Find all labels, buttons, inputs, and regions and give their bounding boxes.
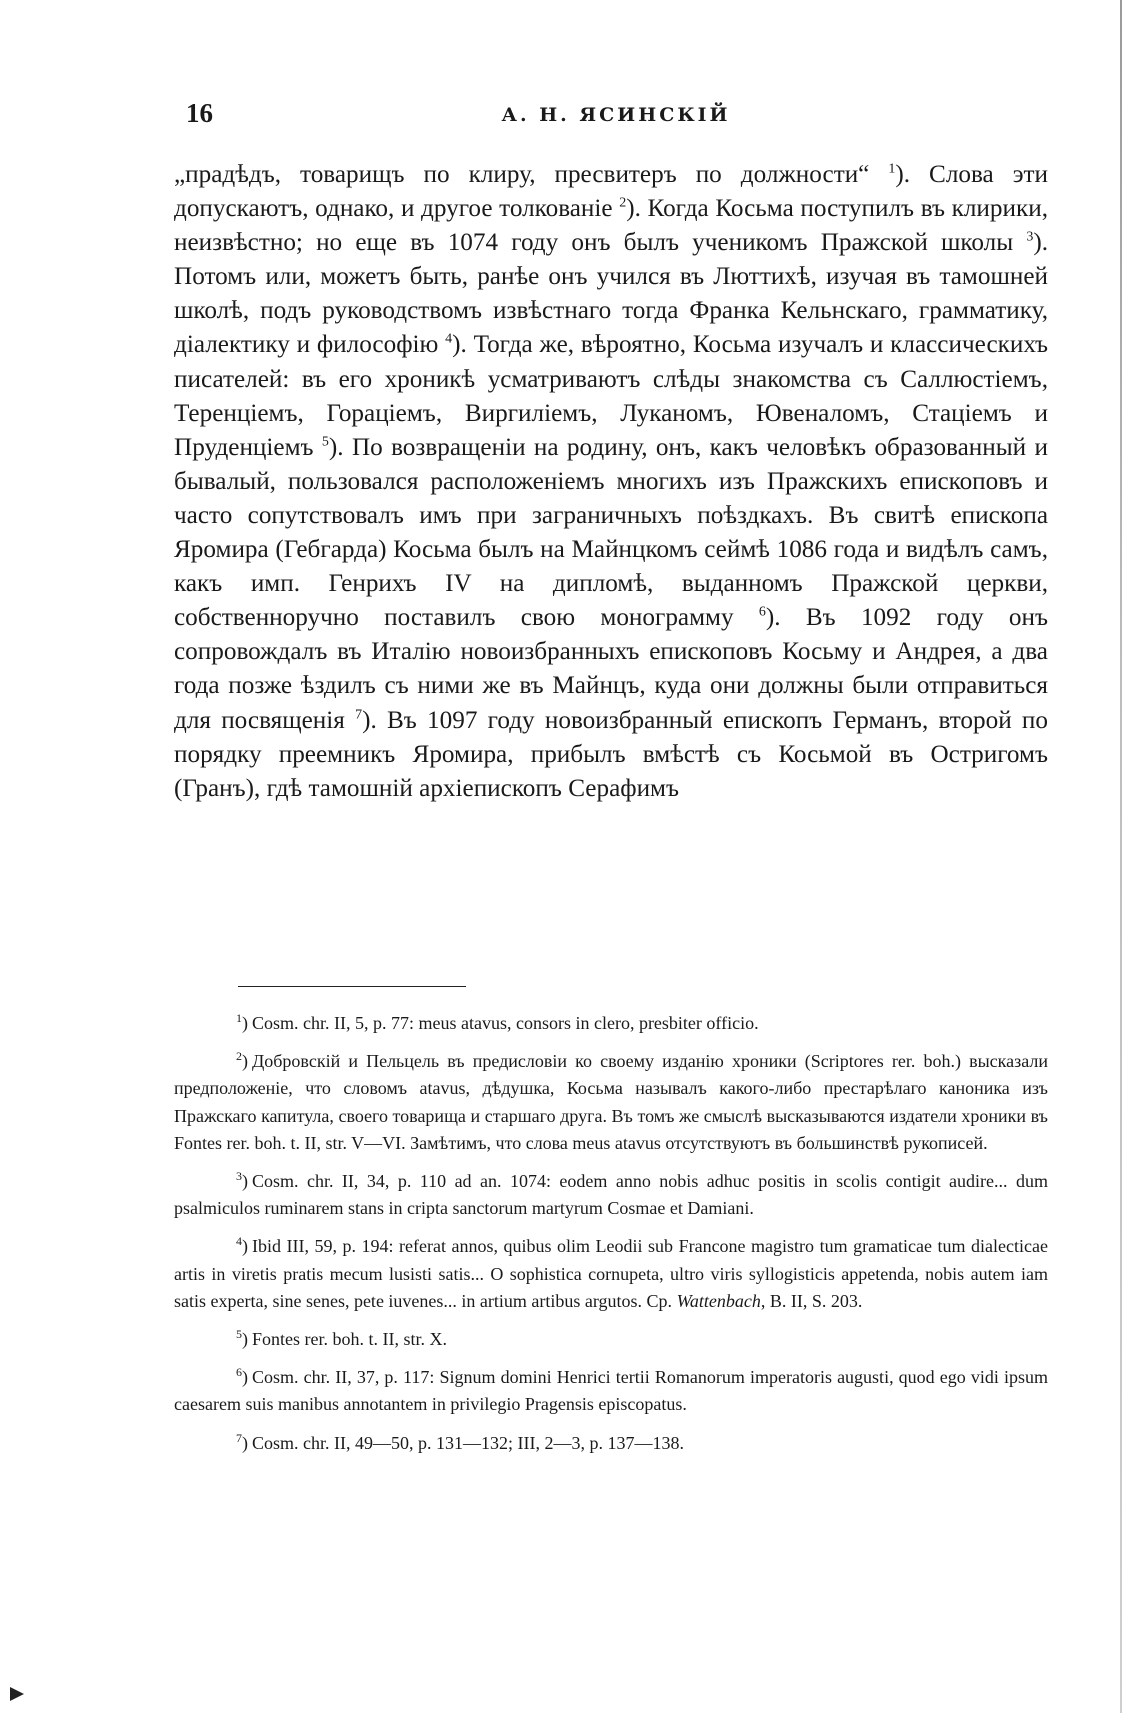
footnote-bracket: ): [242, 1171, 248, 1192]
footnote-reference[interactable]: 2: [619, 195, 627, 211]
footnote: [174, 1430, 1048, 1457]
body-text-run: „прадѣдъ, товарищъ по клиру, пресвитеръ по должности“: [174, 161, 889, 188]
footnote-bracket: ): [242, 1432, 248, 1453]
footnote-number: 5: [236, 1327, 242, 1342]
body-text-run: ). Когда Косьма поступилъ въ клирики, неизвѣстно; но еще въ 1074 году онъ былъ ученикомъ Пражской школы: [174, 195, 1048, 257]
footnote: [174, 1048, 1048, 1157]
footnote-text: Cosm. chr. II, 49—50, p. 131—132; III, 2—3, p. 137—138.: [252, 1432, 684, 1453]
running-head: А. Н. ЯСИНСКІЙ: [501, 104, 731, 126]
footnote-reference[interactable]: 7: [355, 707, 363, 723]
body-text-run: ). Потомъ или, можетъ быть, ранѣе онъ учился въ Люттихѣ, изучая въ тамошней школѣ, подъ руководствомъ извѣстнаго тогда Франка Кельнскаго, грамматику, діалектику и философію: [174, 229, 1048, 359]
footnote-bracket: ): [242, 1051, 248, 1072]
footnote-number: 2: [236, 1049, 242, 1064]
main-paragraph: [174, 158, 1048, 806]
footnote-text-tail: , B. II, S. 203.: [760, 1290, 863, 1311]
footnote: [174, 1010, 1048, 1037]
footnote-text: Cosm. chr. II, 37, p. 117: Signum domini Henrici tertii Romanorum imperatoris augusti, quod ego vidi ipsum caesarem suis manibus annotantem in privilegio Pragensis episcopatus.: [174, 1367, 1048, 1415]
footnote-reference[interactable]: 1: [888, 161, 896, 177]
footnote-bracket: ): [242, 1013, 248, 1033]
body-text-run: ). Въ 1097 году новоизбранный епископъ Германъ, второй по порядку преемникъ Яромира, прибылъ вмѣстѣ съ Косьмой въ Остригомъ (Гранъ), гдѣ тамошній архіепископъ Серафимъ: [174, 706, 1048, 802]
footnote-number: 6: [236, 1365, 242, 1380]
body-text-run: ). Въ 1092 году онъ сопровождалъ въ Италію новоизбранныхъ епископовъ Косьму и Андрея, а два года позже ѣздилъ съ ними же въ Майнцъ, куда они должны были отправиться для посвященія: [174, 604, 1048, 734]
footnote: [174, 1168, 1048, 1222]
footnote-bracket: ): [242, 1236, 248, 1257]
footnote: [174, 1364, 1048, 1418]
footnote-number: 3: [236, 1169, 242, 1184]
footnote-number: 4: [236, 1234, 242, 1249]
footnote-number: 7: [236, 1430, 242, 1445]
footnote-reference[interactable]: 6: [758, 604, 766, 620]
footnotes-section: [174, 1010, 1048, 1468]
corner-arrow-icon: [10, 1687, 24, 1701]
body-text-run: ). По возвращеніи на родину, онъ, какъ человѣкъ образованный и бывалый, пользовался расположеніемъ многихъ изъ Пражскихъ епископовъ и часто сопутствовалъ имъ при заграничныхъ поѣздкахъ. Въ свитѣ епископа Яромира (Гебгарда) Косьма былъ на Майнцкомъ сеймѣ 1086 года и видѣлъ самъ, какъ имп. Генрихъ IV на дипломѣ, выданномъ Пражской церкви, собственноручно поставилъ свою монограмму: [174, 433, 1048, 632]
footnote: [174, 1326, 1048, 1353]
scan-edge-line: [1120, 0, 1122, 1713]
body-text-run: ). Тогда же, вѣроятно, Косьма изучалъ и классическихъ писателей: въ его хроникѣ усматриваютъ слѣды знакомства съ Саллюстіемъ, Теренціемъ, Гораціемъ, Виргиліемъ, Луканомъ, Ювеналомъ, Стаціемъ и Пруденціемъ: [174, 331, 1048, 461]
footnote-italic-author: Wattenbach: [676, 1290, 761, 1311]
footnote-text: Ibid III, 59, p. 194: referat annos, quibus olim Leodii sub Francone magistro tum gramaticae tum dialecticae artis in viretis pratis mecum lusisti satis... O sophistica cornupeta, ultro viris syllogisticis appetenda, nobis autem iam satis experta, sine senes, pete iuvenes... in artium artibus argutos. Cp.: [174, 1236, 1048, 1311]
footnote-divider: [238, 986, 466, 987]
footnote-text: Добровскій и Пельцель въ предисловіи ко своему изданію хроники (Scriptores rer. boh.) высказали предположеніе, что словомъ atavus, дѣдушка, Косьма называлъ какого-либо престарѣлаго каноника изъ Пражскаго капитула, своего товарища и старшаго друга. Въ томъ же смыслѣ высказываются издатели хроники въ Fontes rer. boh. t. II, str. V—VI. Замѣтимъ, что слова meus atavus отсутствуютъ въ большинствѣ рукописей.: [174, 1051, 1048, 1153]
footnote-reference[interactable]: 4: [445, 332, 453, 348]
footnote-reference[interactable]: 5: [321, 434, 329, 450]
footnote-bracket: ): [242, 1367, 248, 1388]
footnote-number: 1: [236, 1011, 242, 1025]
footnote: [174, 1233, 1048, 1315]
footnote-text: Cosm. chr. II, 5, p. 77: meus atavus, consors in clero, presbiter officio.: [252, 1013, 759, 1033]
footnote-text: Fontes rer. boh. t. II, str. X.: [252, 1329, 447, 1350]
footnote-reference[interactable]: 3: [1026, 229, 1034, 245]
page-number: 16: [186, 98, 213, 128]
footnote-text: Cosm. chr. II, 34, p. 110 ad an. 1074: eodem anno nobis adhuc positis in scolis contigit audire... dum psalmiculos ruminarem stans in cripta sanctorum martyrum Cosmae et Damiani.: [174, 1171, 1048, 1219]
footnote-bracket: ): [242, 1329, 248, 1350]
page-header: [186, 98, 1046, 138]
body-text-run: ). Слова эти допускаютъ, однако, и другое толкованіе: [174, 161, 1048, 223]
